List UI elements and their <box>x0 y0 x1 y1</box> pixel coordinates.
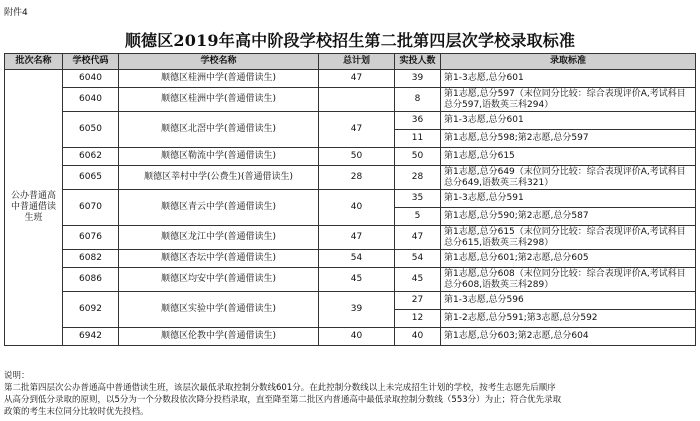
admission-standard: 第1志愿,总分598;第2志愿,总分597 <box>441 130 696 148</box>
batch-category: 公办普通高中普通借读生班 <box>5 70 63 346</box>
school-name: 顺德区伦教中学(普通借读生) <box>119 328 319 346</box>
school-name: 顺德区北滘中学(普通借读生) <box>119 112 319 148</box>
plan-count: 39 <box>319 292 395 328</box>
actual-count: 50 <box>395 148 441 166</box>
school-code: 6062 <box>63 148 119 166</box>
admission-standard: 第1志愿,总分590;第2志愿,总分587 <box>441 208 696 226</box>
school-name: 顺德区龙江中学(普通借读生) <box>119 226 319 250</box>
header-school: 学校名称 <box>119 54 319 70</box>
notes <box>4 370 696 418</box>
table-row <box>5 190 696 208</box>
actual-count: 28 <box>395 166 441 190</box>
school-code: 6082 <box>63 250 119 268</box>
school-code: 6040 <box>63 70 119 88</box>
school-name: 顺德区青云中学(普通借读生) <box>119 190 319 226</box>
table-row <box>5 166 696 190</box>
plan-count <box>319 88 395 112</box>
admission-table <box>4 53 696 346</box>
admission-standard: 第1志愿,总分608（末位同分比较：综合表现评价A,考试科目总分608,语数英三科289） <box>441 268 696 292</box>
plan-count: 50 <box>319 148 395 166</box>
table-row <box>5 268 696 292</box>
table-row <box>5 112 696 130</box>
actual-count: 11 <box>395 130 441 148</box>
school-code: 6092 <box>63 292 119 328</box>
admission-standard: 第1志愿,总分601;第2志愿,总分605 <box>441 250 696 268</box>
plan-count: 54 <box>319 250 395 268</box>
notes-line-2: 从高分到低分录取的原则，以5分为一个分数段依次降分投档录取，直至降至第二批区内普通高中最低录取控制分数线（553分）为止；符合优先录取 <box>4 395 562 405</box>
actual-count: 36 <box>395 112 441 130</box>
school-code: 6070 <box>63 190 119 226</box>
school-name: 顺德区均安中学(普通借读生) <box>119 268 319 292</box>
school-name: 顺德区桂洲中学(普通借读生) <box>119 70 319 88</box>
table-header-row <box>5 54 696 70</box>
table-row <box>5 88 696 112</box>
actual-count: 27 <box>395 292 441 310</box>
notes-line-1: 第二批第四层次公办普通高中普通借读生班，该层次最低录取控制分数线601分。在此控制分数线以上未完成招生计划的学校，按考生志愿先后顺序 <box>4 383 556 393</box>
actual-count: 8 <box>395 88 441 112</box>
table-row <box>5 226 696 250</box>
plan-count: 40 <box>319 328 395 346</box>
admission-standard: 第1志愿,总分597（末位同分比较：综合表现评价A,考试科目总分597,语数英三科294） <box>441 88 696 112</box>
actual-count: 35 <box>395 190 441 208</box>
header-actual: 实投人数 <box>395 54 441 70</box>
school-code: 6050 <box>63 112 119 148</box>
table-row <box>5 70 696 88</box>
school-name: 顺德区桂洲中学(普通借读生) <box>119 88 319 112</box>
actual-count: 39 <box>395 70 441 88</box>
header-plan: 总计划 <box>319 54 395 70</box>
school-code: 6086 <box>63 268 119 292</box>
header-batch: 批次名称 <box>5 54 63 70</box>
school-code: 6076 <box>63 226 119 250</box>
school-name: 顺德区勒流中学(普通借读生) <box>119 148 319 166</box>
admission-standard: 第1志愿,总分615 <box>441 148 696 166</box>
plan-count: 28 <box>319 166 395 190</box>
school-name: 顺德区杏坛中学(普通借读生) <box>119 250 319 268</box>
notes-label: 说明： <box>4 371 30 381</box>
admission-standard: 第1志愿,总分615（末位同分比较：综合表现评价A,考试科目总分615,语数英三科298） <box>441 226 696 250</box>
header-code: 学校代码 <box>63 54 119 70</box>
plan-count: 47 <box>319 226 395 250</box>
admission-standard: 第1志愿,总分603;第2志愿,总分604 <box>441 328 696 346</box>
table-row <box>5 250 696 268</box>
page-title: 顺德区2019年高中阶段学校招生第二批第四层次学校录取标准 <box>124 31 576 50</box>
actual-count: 12 <box>395 310 441 328</box>
school-code: 6942 <box>63 328 119 346</box>
actual-count: 45 <box>395 268 441 292</box>
attachment-label: 附件4 <box>4 8 28 18</box>
actual-count: 5 <box>395 208 441 226</box>
plan-count: 45 <box>319 268 395 292</box>
school-name: 顺德区莘村中学(公费生)(普通借读生) <box>119 166 319 190</box>
actual-count: 40 <box>395 328 441 346</box>
plan-count: 47 <box>319 70 395 88</box>
admission-standard: 第1-3志愿,总分601 <box>441 112 696 130</box>
admission-standard: 第1-2志愿,总分591;第3志愿,总分592 <box>441 310 696 328</box>
school-name: 顺德区实验中学(普通借读生) <box>119 292 319 328</box>
table-row <box>5 328 696 346</box>
admission-standard: 第1-3志愿,总分591 <box>441 190 696 208</box>
admission-standard: 第1-3志愿,总分601 <box>441 70 696 88</box>
admission-standard: 第1-3志愿,总分596 <box>441 292 696 310</box>
school-code: 6065 <box>63 166 119 190</box>
actual-count: 54 <box>395 250 441 268</box>
notes-line-3: 政策的考生末位同分比较时优先投档。 <box>4 407 149 417</box>
plan-count: 40 <box>319 190 395 226</box>
table-row <box>5 292 696 310</box>
actual-count: 47 <box>395 226 441 250</box>
plan-count: 47 <box>319 112 395 148</box>
admission-standard: 第1志愿,总分649（末位同分比较：综合表现评价A,考试科目总分649,语数英三科321） <box>441 166 696 190</box>
header-standard: 录取标准 <box>441 54 696 70</box>
school-code: 6040 <box>63 88 119 112</box>
table-row <box>5 148 696 166</box>
